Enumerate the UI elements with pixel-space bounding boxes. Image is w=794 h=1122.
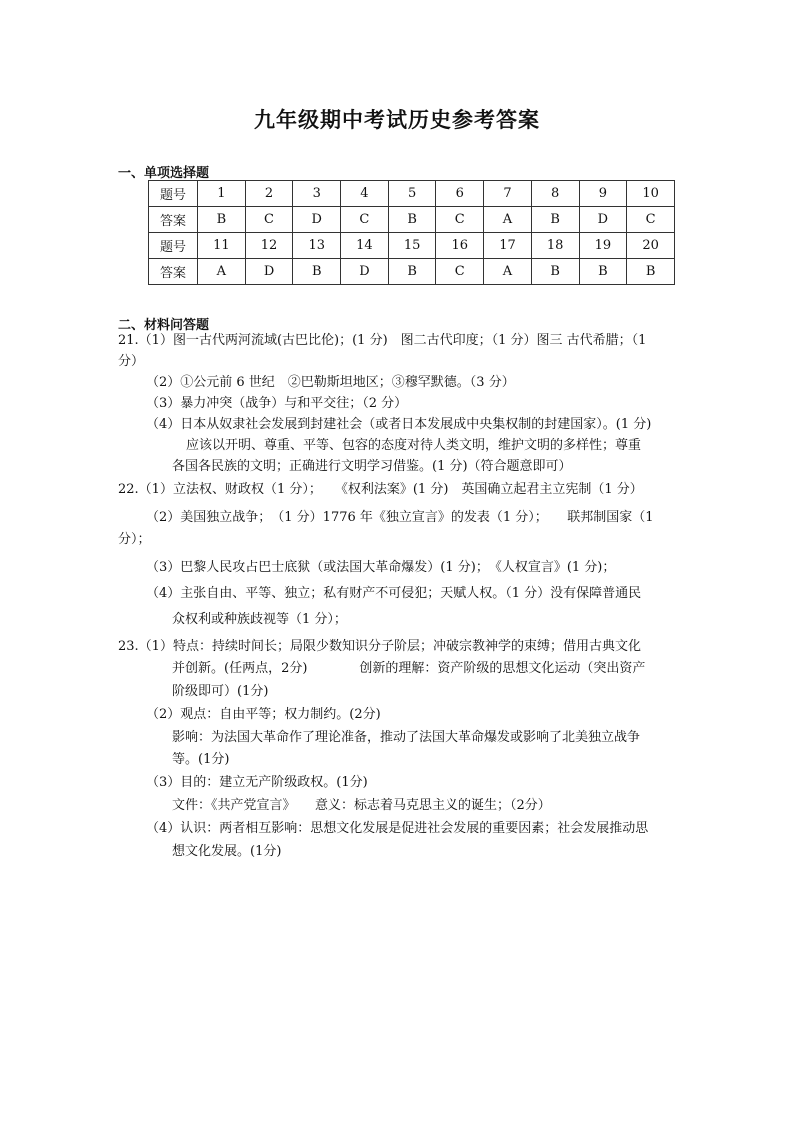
table-cell: 4 <box>341 181 389 207</box>
q23-line-1: 23.（1）特点：持续时间长；局限少数知识分子阶层；冲破宗教神学的束缚；借用古典文化 <box>118 639 641 654</box>
q23-line-8: 文件：《共产党宣言》 意义：标志着马克思主义的诞生；（2分） <box>172 798 551 813</box>
q23-line-10: 想文化发展。(1分) <box>172 844 282 859</box>
section-heading-single-choice: 一、单项选择题 <box>118 166 210 181</box>
q21-line-2: 分） <box>118 354 145 369</box>
section-heading-material-questions: 二、材料问答题 <box>118 318 210 333</box>
q21-line-5: （4）日本从奴隶社会发展到封建社会（或者日本发展成中央集权制的封建国家）。(1 分) <box>146 417 652 432</box>
table-cell: B <box>531 207 579 233</box>
table-cell: B <box>388 259 436 285</box>
table-cell: 2 <box>245 181 293 207</box>
q23-line-5: 影响：为法国大革命作了理论准备，推动了法国大革命爆发或影响了北美独立战争 <box>172 730 641 745</box>
table-cell: A <box>484 207 532 233</box>
q22-line-6: 众权利或种族歧视等（1 分）； <box>172 612 347 627</box>
q22-line-1: 22.（1）立法权、财政权（1 分）； 《权利法案》(1 分) 英国确立起君主立宪制（1 分） <box>118 482 643 497</box>
table-row-label: 题号 <box>149 181 198 207</box>
table-cell: A <box>198 259 246 285</box>
table-cell: D <box>293 207 341 233</box>
table-cell: 20 <box>627 233 675 259</box>
table-row <box>149 181 675 207</box>
table-cell: 7 <box>484 181 532 207</box>
q23-line-4: （2）观点：自由平等；权力制约。(2分) <box>146 707 381 722</box>
table-cell: B <box>627 259 675 285</box>
q22-line-5: （4）主张自由、平等、独立；私有财产不可侵犯；天赋人权。（1 分）没有保障普通民 <box>146 586 642 601</box>
table-cell: A <box>484 259 532 285</box>
table-cell: 3 <box>293 181 341 207</box>
answer-table <box>148 180 675 285</box>
q23-line-6: 等。(1分) <box>172 752 230 767</box>
table-cell: B <box>388 207 436 233</box>
table-cell: 18 <box>531 233 579 259</box>
table-cell: D <box>245 259 293 285</box>
table-cell: 17 <box>484 233 532 259</box>
table-cell: B <box>198 207 246 233</box>
table-cell: B <box>579 259 627 285</box>
q21-line-3: （2）①公元前 6 世纪 ②巴勒斯坦地区；③穆罕默德。（3 分） <box>146 375 515 390</box>
table-cell: 9 <box>579 181 627 207</box>
table-cell: 5 <box>388 181 436 207</box>
table-row-label: 题号 <box>149 233 198 259</box>
q22-line-4: （3）巴黎人民攻占巴士底狱（或法国大革命爆发）(1 分)； 《人权宣言》(1 分)； <box>146 560 616 575</box>
table-cell: 10 <box>627 181 675 207</box>
table-cell: D <box>579 207 627 233</box>
table-cell: 15 <box>388 233 436 259</box>
table-cell: C <box>436 207 484 233</box>
table-cell: C <box>341 207 389 233</box>
table-cell: 19 <box>579 233 627 259</box>
table-row-label: 答案 <box>149 259 198 285</box>
q22-line-3: 分）； <box>118 532 151 547</box>
table-cell: 12 <box>245 233 293 259</box>
table-cell: 11 <box>198 233 246 259</box>
page-title: 九年级期中考试历史参考答案 <box>254 108 540 132</box>
table-cell: C <box>627 207 675 233</box>
table-row <box>149 207 675 233</box>
table-cell: 1 <box>198 181 246 207</box>
q21-line-7: 各国各民族的文明；正确进行文明学习借鉴。(1 分)（符合题意即可） <box>172 459 572 474</box>
q21-line-1: 21.（1）图一古代两河流域(古巴比伦)；(1 分) 图二古代印度；（1 分）图三 古代希腊；（1 <box>118 333 647 348</box>
table-cell: 6 <box>436 181 484 207</box>
table-cell: 8 <box>531 181 579 207</box>
table-row <box>149 259 675 285</box>
q23-line-3: 阶级即可）(1分) <box>172 684 269 699</box>
table-row <box>149 233 675 259</box>
table-cell: B <box>293 259 341 285</box>
table-cell: C <box>436 259 484 285</box>
q23-line-7: （3）目的：建立无产阶级政权。(1分) <box>146 775 368 790</box>
q21-line-4: （3）暴力冲突（战争）与和平交往；（2 分） <box>146 396 408 411</box>
q23-line-9: （4）认识：两者相互影响：思想文化发展是促进社会发展的重要因素；社会发展推动思 <box>146 821 649 836</box>
table-cell: 13 <box>293 233 341 259</box>
table-cell: B <box>531 259 579 285</box>
table-cell: 14 <box>341 233 389 259</box>
q22-line-2: （2）美国独立战争； （1 分）1776 年《独立宣言》的发表（1 分）； 联邦制国家（1 <box>146 510 654 525</box>
q23-line-2: 并创新。(任两点，2分) 创新的理解：资产阶级的思想文化运动（突出资产 <box>172 661 646 676</box>
table-cell: 16 <box>436 233 484 259</box>
q21-line-6: 应该以开明、尊重、平等、包容的态度对待人类文明，维护文明的多样性；尊重 <box>186 438 642 453</box>
table-cell: C <box>245 207 293 233</box>
table-cell: D <box>341 259 389 285</box>
table-row-label: 答案 <box>149 207 198 233</box>
